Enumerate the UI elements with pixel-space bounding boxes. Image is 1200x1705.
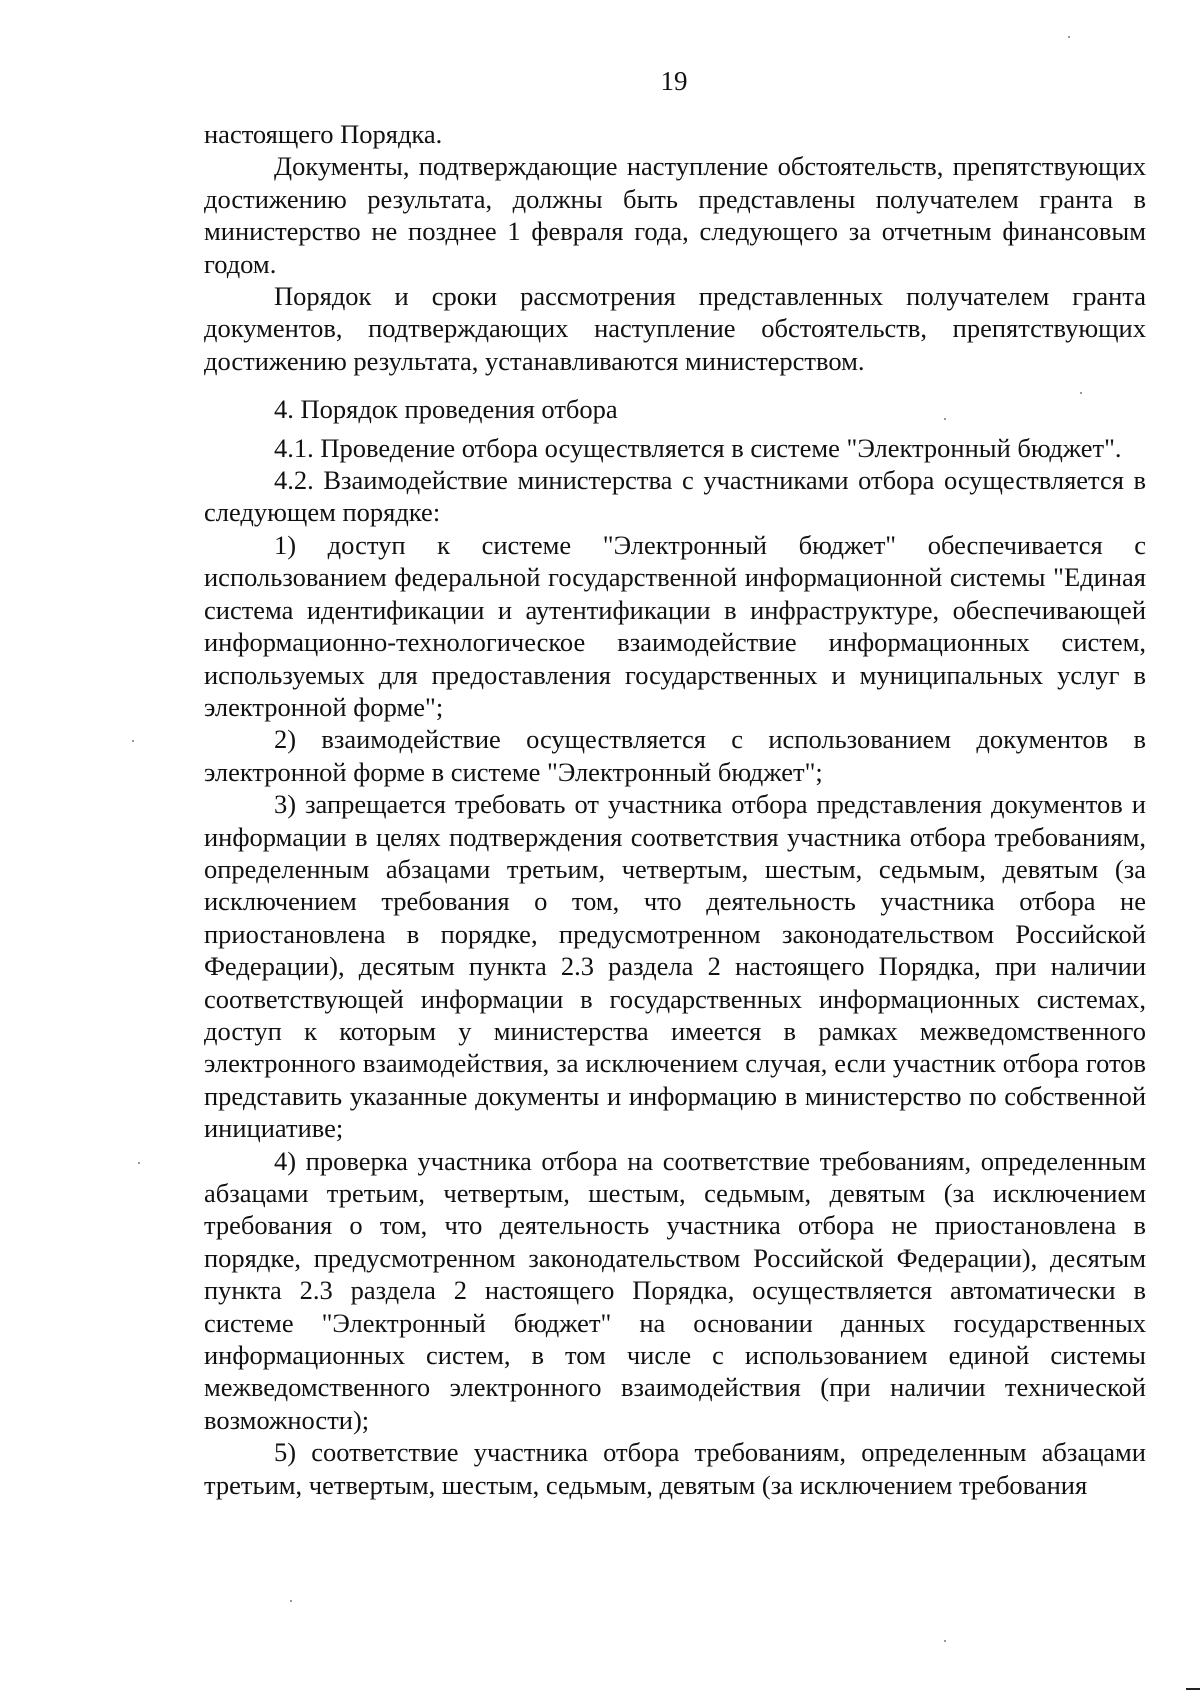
list-item-3: 3) запрещается требовать от участника отбора представления документов и информации в целях подтверждения соответствия участника отбора требованиям, определенным абзацами третьим, четвертым, шестым, седьмым, девятым (за исключением требования о том, что деятельность участника отбора не приостановлена в порядке, предусмотренном законодательством Российской Федерации), десятым пункта 2.3 раздела 2 настоящего Порядка, при наличии соответствующей информации в государственных информационных системах, доступ к которым у министерства имеется в рамках межведомственного электронного взаимодействия, за исключением случая, если участник отбора готов представить указанные документы и информацию в министерство по собственной инициативе; xyxy=(204,789,1146,1144)
scan-speck xyxy=(132,740,134,742)
scan-edge-mark xyxy=(1186,1688,1200,1690)
list-item-1: 1) доступ к системе "Электронный бюджет" обеспечивается с использованием федеральной государственной информационной системы "Единая система идентификации и аутентификации в инфраструктуре, обеспечивающей информационно-технологическое взаимодействие информационных систем, используемых для предоставления государственных и муниципальных услуг в электронной форме"; xyxy=(204,529,1146,722)
scan-speck xyxy=(944,1640,946,1642)
scan-speck xyxy=(290,1600,292,1602)
list-item-2: 2) взаимодействие осуществляется с использованием документов в электронной форме в системе "Электронный бюджет"; xyxy=(204,724,1146,787)
section-heading: 4. Порядок проведения отбора xyxy=(274,394,618,425)
scan-speck xyxy=(1080,392,1082,394)
paragraph-documents-deadline: Документы, подтверждающие наступление обстоятельств, препятствующих достижению результата, должны быть представлены получателем гранта в министерство не позднее 1 февраля года, следующего за отчетным финансовым годом. xyxy=(204,151,1146,279)
paragraph-review-procedure: Порядок и сроки рассмотрения представленных получателем гранта документов, подтверждающих наступление обстоятельств, препятствующих достижению результата, устанавливаются министерством. xyxy=(204,281,1146,376)
clause-4-2: 4.2. Взаимодействие министерства с участниками отбора осуществляется в следующем порядке: xyxy=(204,465,1146,528)
scan-speck xyxy=(944,418,946,420)
scan-speck xyxy=(1068,36,1070,38)
body-text xyxy=(204,118,1146,1501)
list-item-5: 5) соответствие участника отбора требованиям, определенным абзацами третьим, четвертым, шестым, седьмым, девятым (за исключением требования xyxy=(204,1437,1146,1500)
clause-4-1: 4.1. Проведение отбора осуществляется в системе "Электронный бюджет". xyxy=(274,432,1122,463)
page-number: 19 xyxy=(660,66,688,96)
list-item-4: 4) проверка участника отбора на соответствие требованиям, определенным абзацами третьим, четвертым, шестым, седьмым, девятым (за исключением требования о том, что деятельность участника отбора не приостановлена в порядке, предусмотренном законодательством Российской Федерации), десятым пункта 2.3 раздела 2 настоящего Порядка, осуществляется автоматически в системе "Электронный бюджет" на основании данных государственных информационных систем, в том числе с использованием единой системы межведомственного электронного взаимодействия (при наличии технической возможности); xyxy=(204,1145,1146,1435)
scan-speck xyxy=(138,1162,140,1164)
paragraph-continuation: настоящего Порядка. xyxy=(204,119,443,149)
